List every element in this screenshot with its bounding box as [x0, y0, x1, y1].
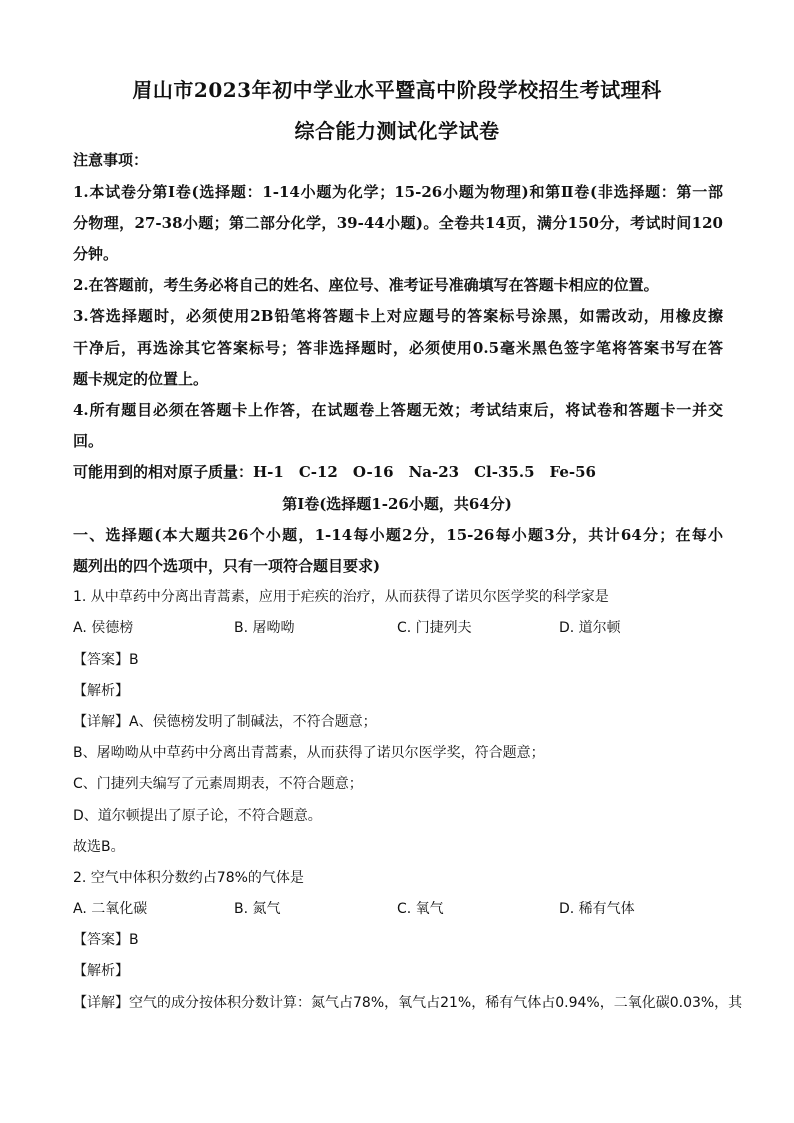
- question-1-option-d: D. 道尔顿: [559, 620, 621, 636]
- question-1-analysis-label: 【解析】: [73, 683, 129, 699]
- atomic-mass-list: 可能用到的相对原子质量：H-1 C-12 O-16 Na-23 Cl-35.5 Fe-56: [73, 463, 596, 481]
- question-2-option-d: D. 稀有气体: [559, 901, 635, 917]
- question-1-detail-line2: B、屠呦呦从中草药中分离出青蒿素，从而获得了诺贝尔医学奖，符合题意；: [73, 745, 545, 761]
- question-1-stem: 1. 从中草药中分离出青蒿素，应用于疟疾的治疗，从而获得了诺贝尔医学奖的科学家是: [73, 589, 609, 605]
- notice-item1-line3: 分钟。: [73, 245, 119, 263]
- question-1-option-a: A. 侯德榜: [73, 620, 134, 636]
- notice-heading: 注意事项：: [73, 151, 149, 169]
- question-1-detail-line4: D、道尔顿提出了原子论，不符合题意。: [73, 808, 322, 824]
- question-2-option-c: C. 氧气: [397, 901, 444, 917]
- notice-item3-line2: 干净后，再选涂其它答案标号；答非选择题时，必须使用0.5毫米黑色签字笔将答案书写在答: [73, 339, 723, 357]
- question-2-stem: 2. 空气中体积分数约占78%的气体是: [73, 870, 304, 886]
- question-2-answer: 【答案】B: [73, 932, 139, 948]
- notice-item4-line1: 4.所有题目必须在答题卡上作答，在试题卷上答题无效；考试结束后，将试卷和答题卡一并交: [73, 401, 723, 419]
- question-2-option-b: B. 氮气: [234, 901, 281, 917]
- notice-item1-line1: 1.本试卷分第Ⅰ卷(选择题：1-14小题为化学；15-26小题为物理)和第Ⅱ卷(非选择题：第一部: [73, 183, 723, 201]
- question-2-detail: 【详解】空气的成分按体积分数计算：氮气占78%，氧气占21%，稀有气体占0.94%，二氧化碳0.03%，其: [73, 995, 743, 1011]
- question-2-analysis-label: 【解析】: [73, 963, 129, 979]
- notice-item2: 2.在答题前，考生务必将自己的姓名、座位号、准考证号准确填写在答题卡相应的位置。: [73, 276, 659, 294]
- question-1-answer: 【答案】B: [73, 652, 139, 668]
- exam-title-line2: 综合能力测试化学试卷: [294, 119, 500, 143]
- part-title-line2: 题列出的四个选项中，只有一项符合题目要求): [73, 557, 381, 575]
- section-title: 第Ⅰ卷(选择题1-26小题，共64分): [282, 495, 512, 513]
- notice-item1-line2: 分物理，27-38小题；第二部分化学，39-44小题)。全卷共14页，满分150分，考试时间120: [73, 214, 723, 232]
- notice-item4-line2: 回。: [73, 432, 104, 450]
- question-1-option-b: B. 屠呦呦: [234, 620, 295, 636]
- question-1-option-c: C. 门捷列夫: [397, 620, 472, 636]
- question-1-detail-line1: 【详解】A、侯德榜发明了制碱法，不符合题意；: [73, 714, 377, 730]
- exam-title-line1: 眉山市2023年初中学业水平暨高中阶段学校招生考试理科: [132, 78, 662, 102]
- notice-item3-line1: 3.答选择题时，必须使用2B铅笔将答题卡上对应题号的答案标号涂黑，如需改动，用橡皮擦: [73, 307, 723, 325]
- notice-item3-line3: 题卡规定的位置上。: [73, 370, 209, 388]
- question-1-detail-line3: C、门捷列夫编写了元素周期表，不符合题意；: [73, 776, 363, 792]
- question-1-conclusion: 故选B。: [73, 839, 125, 855]
- part-title-line1: 一、选择题(本大题共26个小题，1-14每小题2分，15-26每小题3分，共计64分；在每小: [73, 526, 723, 544]
- question-2-option-a: A. 二氧化碳: [73, 901, 148, 917]
